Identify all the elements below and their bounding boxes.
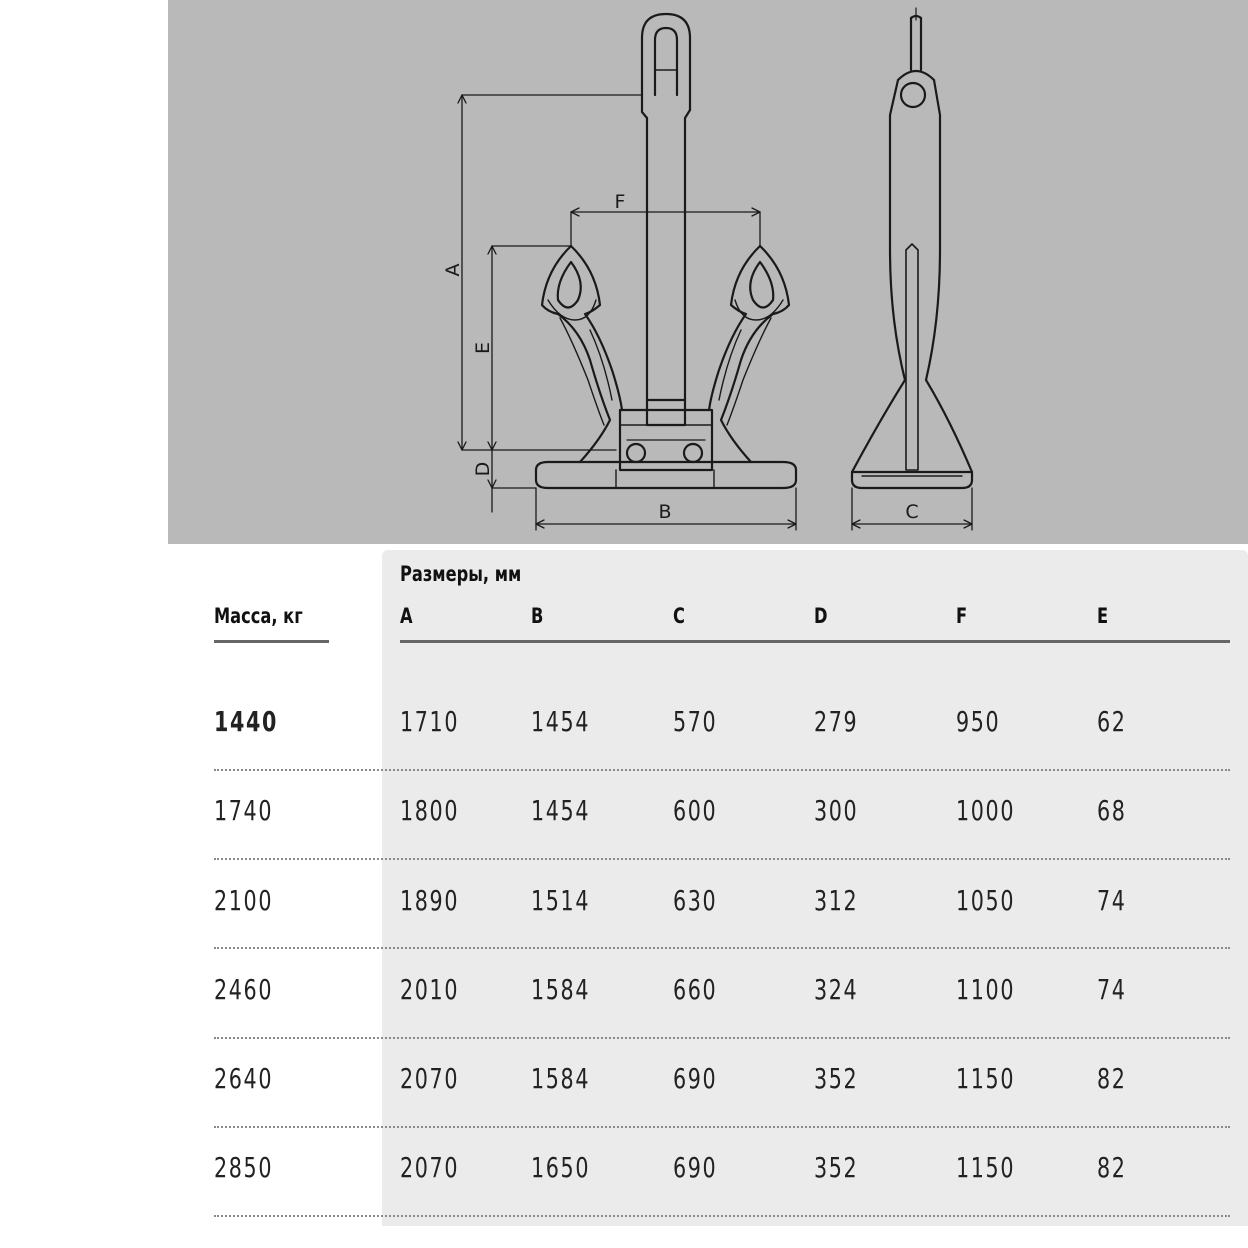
- dim-label-b: B: [658, 501, 672, 523]
- right-fluke: [750, 262, 773, 308]
- cell-d: 300: [814, 794, 859, 827]
- row-divider: [214, 1215, 1230, 1217]
- anchor-drawing-svg: [168, 0, 1248, 544]
- cell-a: 2010: [400, 973, 460, 1006]
- cell-mass: 2100: [214, 884, 274, 917]
- cell-d: 312: [814, 884, 859, 917]
- row-divider: [214, 769, 1230, 771]
- cell-mass: 1740: [214, 794, 274, 827]
- column-header-b: B: [531, 604, 544, 628]
- cell-f: 950: [956, 705, 1001, 738]
- column-header-c: C: [673, 604, 685, 628]
- header-rule-dimensions: [400, 640, 1230, 643]
- cell-mass: 1440: [214, 705, 279, 738]
- cell-b: 1514: [531, 884, 591, 917]
- cell-b: 1454: [531, 794, 591, 827]
- row-divider: [214, 1037, 1230, 1039]
- cell-f: 1100: [956, 973, 1016, 1006]
- cell-f: 1000: [956, 794, 1016, 827]
- pin-hole-right: [684, 444, 702, 462]
- cell-e: 74: [1097, 973, 1127, 1006]
- cell-b: 1454: [531, 705, 591, 738]
- cell-e: 62: [1097, 705, 1127, 738]
- cell-d: 352: [814, 1151, 859, 1184]
- cell-mass: 2460: [214, 973, 274, 1006]
- cell-f: 1150: [956, 1151, 1016, 1184]
- cell-a: 2070: [400, 1151, 460, 1184]
- left-fluke: [558, 262, 581, 308]
- cell-a: 1710: [400, 705, 460, 738]
- base-plate: [536, 462, 796, 488]
- cell-e: 82: [1097, 1062, 1127, 1095]
- table-row: [0, 705, 1248, 765]
- table-row: [0, 1151, 1248, 1211]
- cell-e: 82: [1097, 1151, 1127, 1184]
- dim-label-c: C: [905, 501, 919, 523]
- row-divider: [214, 947, 1230, 949]
- cell-e: 68: [1097, 794, 1127, 827]
- anchor-drawing: [168, 0, 1248, 544]
- pin-hole-left: [627, 444, 645, 462]
- side-base: [852, 472, 972, 488]
- cell-c: 690: [673, 1062, 718, 1095]
- cell-d: 324: [814, 973, 859, 1006]
- cell-f: 1050: [956, 884, 1016, 917]
- cell-c: 600: [673, 794, 718, 827]
- cell-a: 1890: [400, 884, 460, 917]
- dim-label-a: A: [442, 263, 464, 277]
- cell-d: 279: [814, 705, 859, 738]
- cell-mass: 2640: [214, 1062, 274, 1095]
- cell-b: 1650: [531, 1151, 591, 1184]
- shank-foot: [647, 400, 685, 425]
- table-row: [0, 1062, 1248, 1122]
- row-divider: [214, 1126, 1230, 1128]
- column-header-e: E: [1097, 604, 1109, 628]
- cell-f: 1150: [956, 1062, 1016, 1095]
- shackle-inner: [655, 28, 677, 95]
- dimensions-group-header: Размеры, мм: [400, 562, 522, 586]
- side-view: [852, 8, 972, 488]
- row-divider: [214, 858, 1230, 860]
- cell-d: 352: [814, 1062, 859, 1095]
- cell-c: 690: [673, 1151, 718, 1184]
- column-header-a: A: [400, 604, 413, 628]
- front-view: [536, 14, 796, 488]
- table-row: [0, 973, 1248, 1033]
- shank: [647, 118, 685, 400]
- dim-label-e: E: [472, 341, 494, 355]
- cell-b: 1584: [531, 973, 591, 1006]
- header-rule-mass: [214, 640, 329, 643]
- dim-label-d: D: [472, 461, 494, 477]
- cell-c: 660: [673, 973, 718, 1006]
- cell-mass: 2850: [214, 1151, 274, 1184]
- cell-a: 2070: [400, 1062, 460, 1095]
- side-shackle-eye: [901, 83, 925, 107]
- column-header-f: F: [956, 604, 968, 628]
- table-row: [0, 884, 1248, 944]
- cell-a: 1800: [400, 794, 460, 827]
- table-row: [0, 794, 1248, 854]
- column-header-d: D: [814, 604, 828, 628]
- dimension-lines: [458, 95, 972, 530]
- cell-e: 74: [1097, 884, 1127, 917]
- cell-b: 1584: [531, 1062, 591, 1095]
- cell-c: 630: [673, 884, 718, 917]
- mass-column-header: Масса, кг: [214, 604, 303, 628]
- cell-c: 570: [673, 705, 718, 738]
- dim-label-f: F: [614, 191, 626, 213]
